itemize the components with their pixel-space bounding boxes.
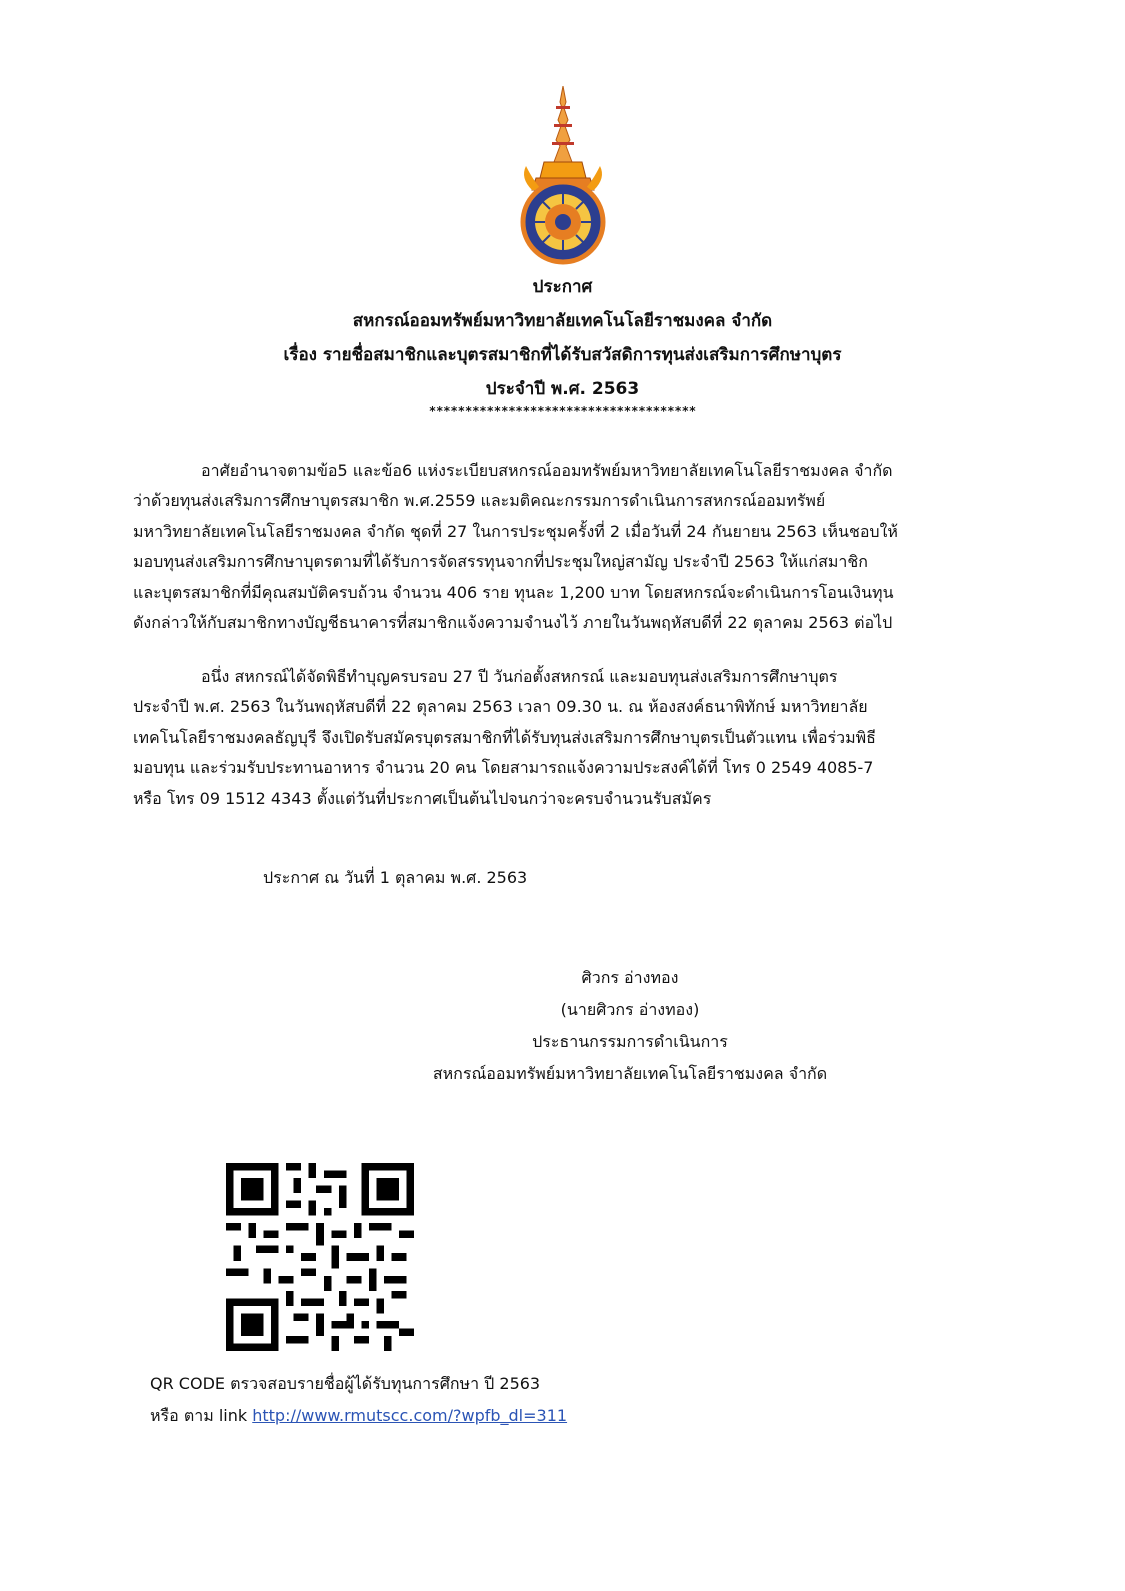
link-prefix: หรือ ตาม link [150, 1406, 253, 1425]
paragraph-line: เทคโนโลยีราชมงคลธัญบุรี จึงเปิดรับสมัครบุตรสมาชิกที่ได้รับทุนส่งเสริมการศึกษาบุตรเป็นตัวแทน เพื่อร่วมพิธี [133, 727, 876, 747]
qr-code[interactable] [226, 1163, 414, 1351]
organization-name: สหกรณ์ออมทรัพย์มหาวิทยาลัยเทคโนโลยีราชมงคล จำกัด [352, 311, 773, 331]
signer-position: ประธานกรรมการดำเนินการ [532, 1032, 728, 1051]
signature-block [380, 962, 880, 1090]
signer-name: (นายศิวกร อ่างทอง) [560, 1000, 700, 1019]
qr-caption-block [150, 1368, 567, 1432]
paragraph-line: ประจำปี พ.ศ. 2563 ในวันพฤหัสบดีที่ 22 ตุลาคม 2563 เวลา 09.30 น. ณ ห้องสงค์ธนาพิทักษ์ มหาวิทยาลัย [133, 697, 868, 717]
paragraph-line: และบุตรสมาชิกที่มีคุณสมบัติครบถ้วน จำนวน 406 ราย ทุนละ 1,200 บาท โดยสหกรณ์จะดำเนินการโอนเงินทุน [133, 582, 894, 602]
subject-line: เรื่อง รายชื่อสมาชิกและบุตรสมาชิกที่ได้รับสวัสดิการทุนส่งเสริมการศึกษาบุตร [283, 345, 842, 365]
signer-organization: สหกรณ์ออมทรัพย์มหาวิทยาลัยเทคโนโลยีราชมงคล จำกัด [432, 1064, 828, 1083]
download-link[interactable]: http://www.rmutscc.com/?wpfb_dl=311 [252, 1406, 568, 1425]
paragraph-line: หรือ โทร 09 1512 4343 ตั้งแต่วันที่ประกาศเป็นต้นไปจนกว่าจะครบจำนวนรับสมัคร [133, 788, 712, 808]
announcement-title: ประกาศ [532, 277, 593, 297]
paragraph-line: มอบทุนส่งเสริมการศึกษาบุตรตามที่ได้รับการจัดสรรทุนจากที่ประชุมใหญ่สามัญ ประจำปี 2563 ให้แก่สมาชิก [133, 552, 868, 572]
university-seal-logo [520, 86, 606, 270]
paragraph-line: อนึ่ง สหกรณ์ได้จัดพิธีทำบุญครบรอบ 27 ปี วันก่อตั้งสหกรณ์ และมอบทุนส่งเสริมการศึกษาบุตร [201, 667, 838, 686]
paragraph-line: มอบทุน และร่วมรับประทานอาหาร จำนวน 20 คน โดยสามารถแจ้งความประสงค์ได้ที่ โทร 0 2549 4085-7 [133, 758, 874, 778]
paragraph-line: มหาวิทยาลัยเทคโนโลยีราชมงคล จำกัด ชุดที่ 27 ในการประชุมครั้งที่ 2 เมื่อวันที่ 24 กันยายน 2563 เห็นชอบให้ [133, 521, 898, 541]
paragraph-line: ว่าด้วยทุนส่งเสริมการศึกษาบุตรสมาชิก พ.ศ.2559 และมติคณะกรรมการดำเนินการสหกรณ์ออมทรัพย์ [133, 491, 826, 511]
announcement-date: ประกาศ ณ วันที่ 1 ตุลาคม พ.ศ. 2563 [263, 868, 528, 887]
qr-link-line [150, 1400, 567, 1432]
paragraph-2 [133, 662, 1003, 814]
divider: ************************************* [428, 404, 697, 418]
signature: ศิวกร อ่างทอง [581, 968, 679, 987]
paragraph-line: อาศัยอำนาจตามข้อ5 และข้อ6 แห่งระเบียบสหกรณ์ออมทรัพย์มหาวิทยาลัยเทคโนโลยีราชมงคล จำกัด [201, 461, 893, 480]
qr-caption: QR CODE ตรวจสอบรายชื่อผู้ได้รับทุนการศึกษา ปี 2563 [150, 1374, 541, 1393]
paragraph-line: ดังกล่าวให้กับสมาชิกทางบัญชีธนาคารที่สมาชิกแจ้งความจำนงไว้ ภายในวันพฤหัสบดีที่ 22 ตุลาคม 2563 ต่อไป [133, 613, 893, 633]
paragraph-1 [133, 456, 1003, 638]
fiscal-year: ประจำปี พ.ศ. 2563 [485, 379, 640, 399]
